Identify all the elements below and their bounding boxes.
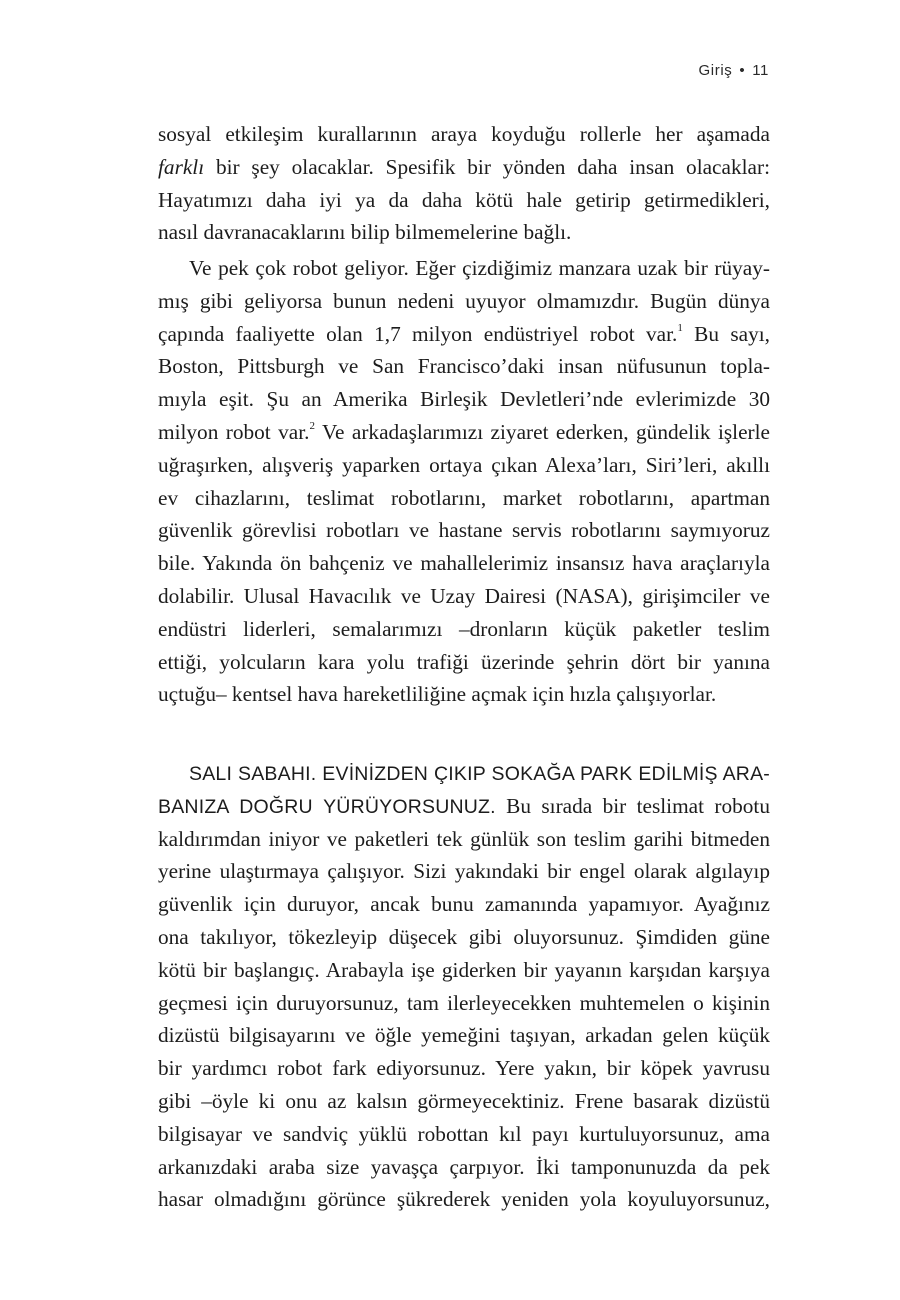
text-line: Boston, Pittsburgh ve San Francisco’daki insan nüfusunun topla- [158,354,770,379]
text-line: geçmesi için duruyorsunuz, tam ilerleyecekken muhtemelen o kişinin [158,990,770,1015]
paragraph-1 [158,118,770,249]
text-line: yerine ulaştırmaya çalışıyor. Sizi yakındaki bir engel olarak algılayıp [158,859,770,884]
text-line: mış gibi geliyorsa bunun nedeni uyuyor olmamızdır. Bugün dünya [158,288,770,313]
text-line: milyon robot var.$^2$ Ve arkadaşlarımızı ziyaret ederken, gündelik işlerle [158,419,770,444]
text-line: bilgisayar ve sandviç yüklü robottan kıl payı kurtuluyorsunuz, ama [158,1121,770,1146]
running-head [699,62,769,79]
text-line: uçtuğu– kentsel hava hareketliliğine açmak için hızla çalışıyorlar. [158,682,717,707]
small-caps-lead: BANIZA DOĞRU YÜRÜYORSUNUZ. [158,795,496,818]
text-line: Hayatımızı daha iyi ya da daha kötü hale getirip getirmedikleri, [158,187,770,212]
paragraph-3 [158,757,770,1216]
text-line: kaldırımdan iniyor ve paketleri tek günlük son teslim garihi bitmeden [158,826,770,851]
emphasis-text: farklı [158,154,205,179]
text-line [158,757,770,790]
text-line: ettiği, yolcuların kara yolu trafiği üzerinde şehrin dört bir yanına [158,649,770,674]
text-line: hasar olmadığını görünce şükrederek yeniden yola koyuluyorsunuz, [158,1187,770,1212]
footnote-ref-1[interactable]: 1 [677,321,683,334]
text-line: dolabilir. Ulusal Havacılık ve Uzay Dairesi (NASA), girişimciler ve [158,583,770,608]
text-line: endüstri liderleri, semalarımızı –dronların küçük paketler teslim [158,616,770,641]
text-line: ona takılıyor, tökezleyip düşecek gibi oluyorsunuz. Şimdiden güne [158,924,770,949]
text-line: arkanızdaki araba size yavaşça çarpıyor. İki tamponunuzda da pek [158,1154,770,1179]
paragraph-2 [158,252,770,711]
separator-dot: • [739,62,746,79]
footnote-ref-2[interactable]: 2 [309,419,315,432]
text-line: çapında faaliyette olan 1,7 milyon endüstriyel robot var.$^1$ Bu sayı, [158,321,770,346]
text-line: BANIZA DOĞRU YÜRÜYORSUNUZ. Bu sırada bir teslimat robotu [158,793,770,818]
section-title: Giriş [698,62,733,79]
text-line: sosyal etkileşim kurallarının araya koyduğu rollerle her aşamada [158,122,770,146]
text-line: güvenlik için duruyor, ancak bunu zamanında yapamıyor. Ayağınız [158,892,770,917]
text-line: nasıl davranacaklarını bilip bilmemelerine bağlı. [158,220,572,245]
text-line: kötü bir başlangıç. Arabayla işe giderken bir yayanın karşıdan karşıya [158,957,770,982]
text-line: güvenlik görevlisi robotları ve hastane servis robotlarını saymıyoruz [158,518,770,543]
text-line: uğraşırken, alışveriş yaparken ortaya çıkan Alexa’ları, Siri’leri, akıllı [158,452,770,477]
text-line: ev cihazlarını, teslimat robotlarını, market robotlarını, apartman [158,485,770,510]
page-number: 11 [752,62,769,79]
text-line: farklı bir şey olacaklar. Spesifik bir yönden daha insan olacaklar: [158,154,770,179]
text-line: bir yardımcı robot fark ediyorsunuz. Yere yakın, bir köpek yavrusu [158,1056,770,1081]
small-caps-lead: SALI SABAHI. EVİNİZDEN ÇIKIP SOKAĞA PARK EDİLMİŞ ARA- [189,763,770,785]
text-line: dizüstü bilgisayarını ve öğle yemeğini taşıyan, arkadan gelen küçük [158,1023,770,1048]
text-line: gibi –öyle ki onu az kalsın görmeyecektiniz. Frene basarak dizüstü [158,1088,770,1113]
text-line: bile. Yakında ön bahçeniz ve mahallelerimiz insansız hava araçlarıyla [158,551,770,576]
text-line: mıyla eşit. Şu an Amerika Birleşik Devletleri’nde evlerimizde 30 [158,387,770,412]
text-line: Ve pek çok robot geliyor. Eğer çizdiğimiz manzara uzak bir rüyay- [189,256,770,280]
